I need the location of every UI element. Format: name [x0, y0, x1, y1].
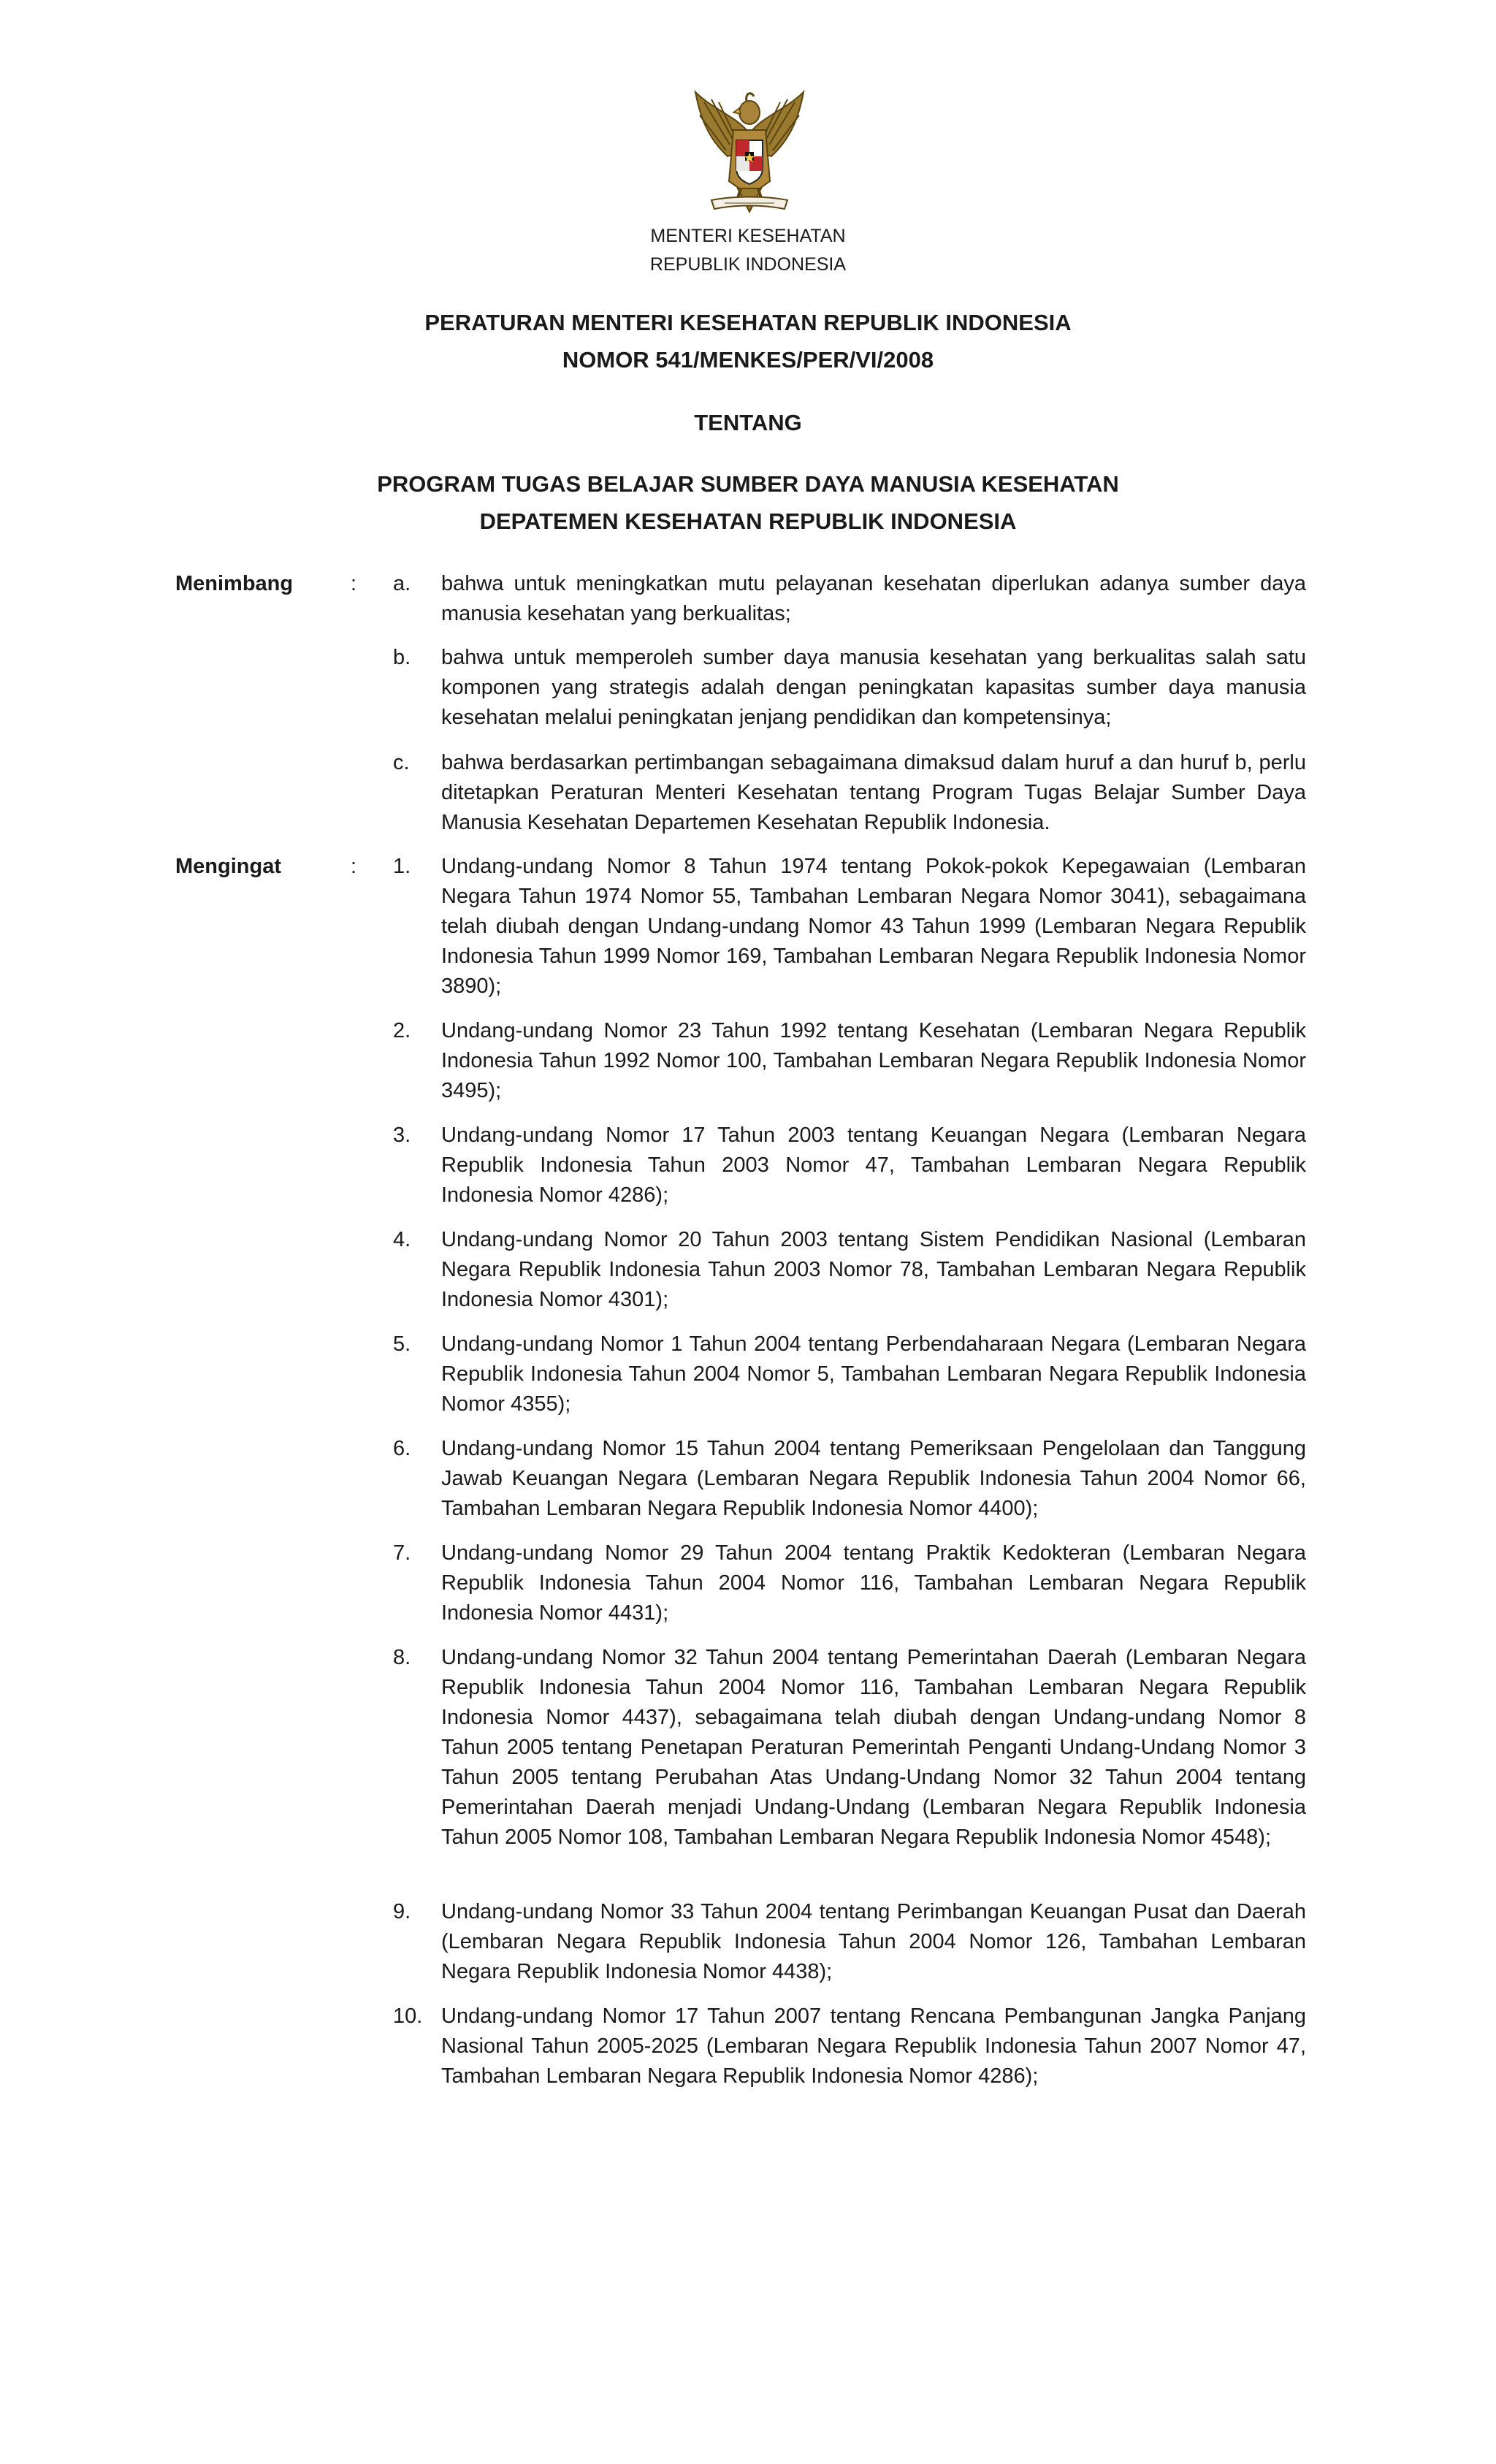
mengingat-label: Mengingat — [175, 855, 281, 878]
regulation-subject — [0, 465, 1496, 540]
item-text: bahwa berdasarkan pertimbangan sebagaimana dimaksud dalam huruf a dan huruf b, perlu ditetapkan Peraturan Menteri Kesehatan tentang Program Tugas Belajar Sumber Daya Manusia Kesehatan Departemen Kesehatan Republik Indonesia. — [441, 751, 1306, 834]
regulation-subject-line-1: PROGRAM TUGAS BELAJAR SUMBER DAYA MANUSIA KESEHATAN — [377, 471, 1119, 497]
item-marker: 3. — [393, 1124, 411, 1147]
item-marker: a. — [393, 572, 411, 595]
item-marker: 8. — [393, 1646, 411, 1669]
tentang-label: TENTANG — [694, 410, 802, 435]
item-text: Undang-undang Nomor 17 Tahun 2003 tentang Keuangan Negara (Lembaran Negara Republik Indonesia Tahun 2003 Nomor 47, Tambahan Lembaran Negara Republik Indonesia Nomor 4286); — [441, 1124, 1306, 1207]
ministry-name — [0, 222, 1496, 279]
item-text: Undang-undang Nomor 33 Tahun 2004 tentang Perimbangan Keuangan Pusat dan Daerah (Lembaran Negara Republik Indonesia Tahun 2004 Nomor 126, Tambahan Lembaran Negara Republik Indonesia Nomor 4438); — [441, 1900, 1306, 1983]
item-marker: 10. — [393, 2005, 423, 2028]
item-marker: b. — [393, 646, 411, 669]
regulation-title — [0, 304, 1496, 378]
garuda-pancasila-emblem-icon — [690, 86, 809, 221]
item-marker: 7. — [393, 1541, 411, 1565]
item-text: Undang-undang Nomor 32 Tahun 2004 tentang Pemerintahan Daerah (Lembaran Negara Republik Indonesia Tahun 2004 Nomor 116, Tambahan Lembaran Negara Republik Indonesia Nomor 4437), sebagaimana telah diubah dengan Undang-undang Nomor 8 Tahun 2005 tentang Penetapan Peraturan Pemerintah Penganti Undang-Undang Nomor 3 Tahun 2005 tentang Perubahan Atas Undang-Undang Nomor 32 Tahun 2004 tentang Pemerintahan Daerah menjadi Undang-Undang (Lembaran Negara Republik Indonesia Tahun 2005 Nomor 108, Tambahan Lembaran Negara Republik Indonesia Nomor 4548); — [441, 1646, 1306, 1849]
ministry-line-1: MENTERI KESEHATAN — [650, 226, 846, 246]
item-marker: 5. — [393, 1332, 411, 1356]
item-marker: 6. — [393, 1437, 411, 1460]
item-marker: 9. — [393, 1900, 411, 1923]
ministry-line-2: REPUBLIK INDONESIA — [649, 254, 847, 275]
tentang-heading — [0, 404, 1496, 441]
item-marker: 4. — [393, 1228, 411, 1251]
mengingat-colon: : — [351, 855, 357, 878]
menimbang-label: Menimbang — [175, 572, 294, 595]
item-text: Undang-undang Nomor 8 Tahun 1974 tentang Pokok-pokok Kepegawaian (Lembaran Negara Tahun 1974 Nomor 55, Tambahan Lembaran Negara Nomor 3041), sebagaimana telah diubah dengan Undang-undang Nomor 43 Tahun 1999 (Lembaran Negara Republik Indonesia Tahun 1999 Nomor 169, Tambahan Lembaran Negara Republik Indonesia Nomor 3890); — [441, 855, 1306, 998]
item-text: Undang-undang Nomor 29 Tahun 2004 tentang Praktik Kedokteran (Lembaran Negara Republik Indonesia Tahun 2004 Nomor 116, Tambahan Lembaran Negara Republik Indonesia Nomor 4431); — [441, 1541, 1306, 1625]
item-text: Undang-undang Nomor 23 Tahun 1992 tentang Kesehatan (Lembaran Negara Republik Indonesia Tahun 1992 Nomor 100, Tambahan Lembaran Negara Republik Indonesia Nomor 3495); — [441, 1019, 1306, 1102]
regulation-subject-line-2: DEPATEMEN KESEHATAN REPUBLIK INDONESIA — [479, 508, 1017, 534]
item-text: bahwa untuk meningkatkan mutu pelayanan kesehatan diperlukan adanya sumber daya manusia kesehatan yang berkualitas; — [441, 572, 1306, 625]
item-text: bahwa untuk memperoleh sumber daya manusia kesehatan yang berkualitas salah satu komponen yang strategis adalah dengan peningkatan kapasitas sumber daya manusia kesehatan melalui peningkatan jenjang pendidikan dan kompetensinya; — [441, 646, 1306, 729]
item-text: Undang-undang Nomor 1 Tahun 2004 tentang Perbendaharaan Negara (Lembaran Negara Republik Indonesia Tahun 2004 Nomor 5, Tambahan Lembaran Negara Republik Indonesia Nomor 4355); — [441, 1332, 1306, 1416]
regulation-title-line-1: PERATURAN MENTERI KESEHATAN REPUBLIK INDONESIA — [424, 310, 1072, 335]
item-text: Undang-undang Nomor 20 Tahun 2003 tentang Sistem Pendidikan Nasional (Lembaran Negara Republik Indonesia Tahun 2003 Nomor 78, Tambahan Lembaran Negara Republik Indonesia Nomor 4301); — [441, 1228, 1306, 1311]
item-marker: c. — [393, 751, 410, 774]
menimbang-colon: : — [351, 572, 357, 595]
item-marker: 2. — [393, 1019, 411, 1042]
item-text: Undang-undang Nomor 15 Tahun 2004 tentang Pemeriksaan Pengelolaan dan Tanggung Jawab Keuangan Negara (Lembaran Negara Republik Indonesia Tahun 2004 Nomor 66, Tambahan Lembaran Negara Republik Indonesia Nomor 4400); — [441, 1437, 1306, 1520]
regulation-number: NOMOR 541/MENKES/PER/VI/2008 — [562, 347, 934, 373]
item-marker: 1. — [393, 855, 411, 878]
item-text: Undang-undang Nomor 17 Tahun 2007 tentang Rencana Pembangunan Jangka Panjang Nasional Tahun 2005-2025 (Lembaran Negara Republik Indonesia Tahun 2007 Nomor 47, Tambahan Lembaran Negara Republik Indonesia Nomor 4286); — [441, 2005, 1306, 2088]
